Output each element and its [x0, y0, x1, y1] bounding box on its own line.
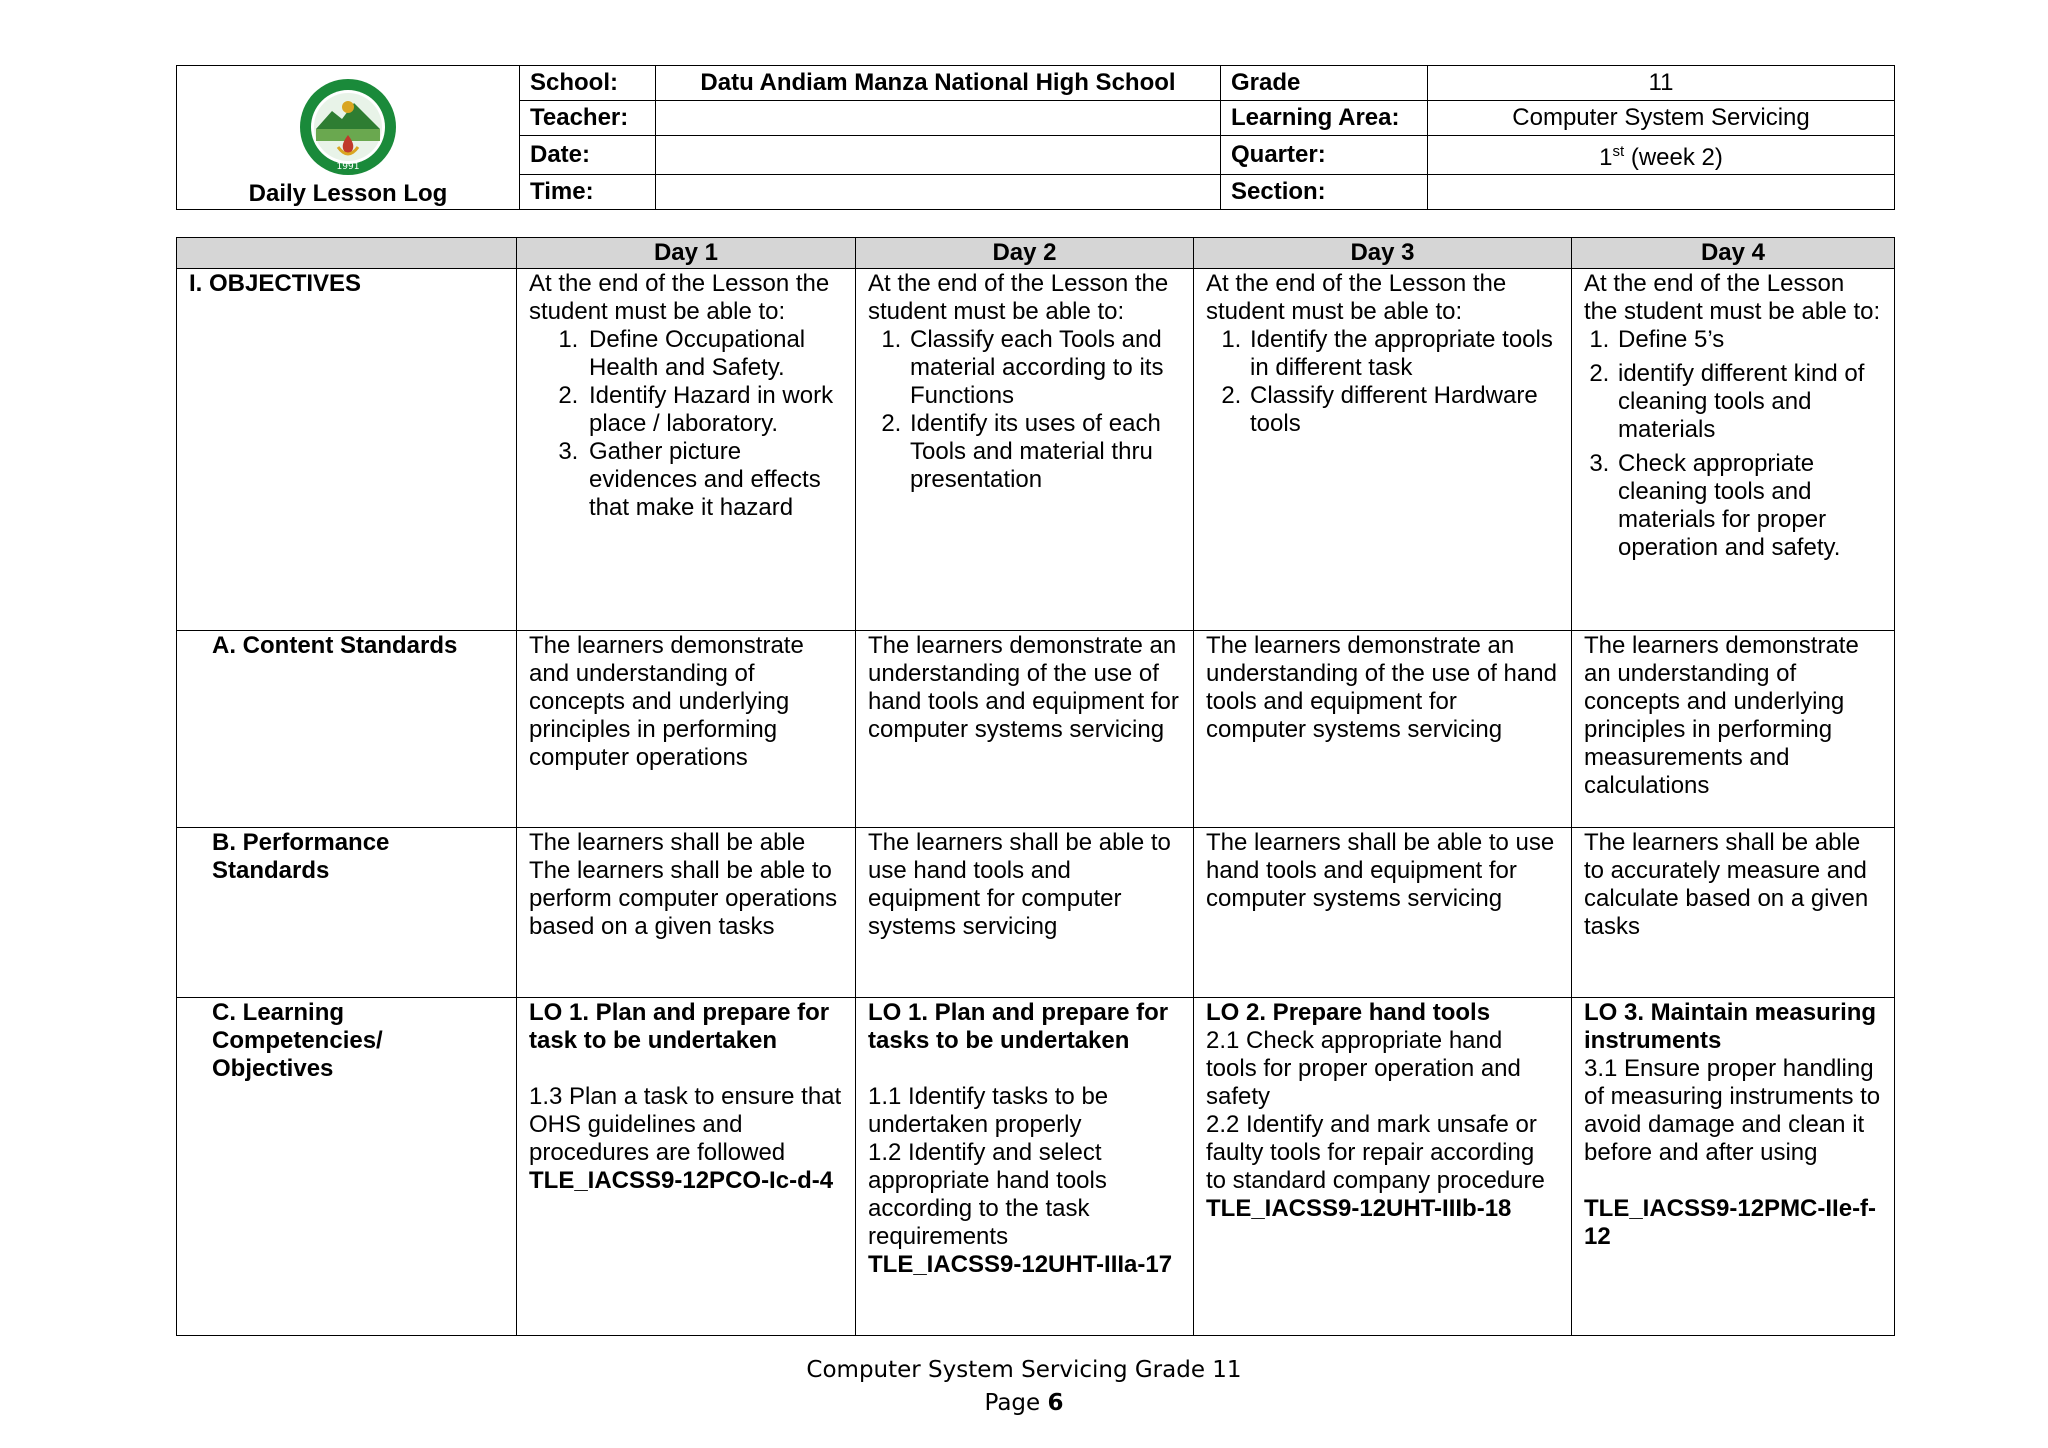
competencies-day2-body1: 1.1 Identify tasks to be undertaken properly: [868, 1083, 1109, 1138]
teacher-label: Teacher:: [520, 101, 656, 136]
footer-title: Computer System Servicing Grade 11: [806, 1357, 1242, 1383]
competencies-day1: [517, 998, 856, 1336]
list-item: 2. Identify Hazard in work place / laboratory.: [585, 382, 843, 438]
performance-standards-day3: The learners shall be able to use hand tools and equipment for computer systems servicing: [1194, 828, 1572, 998]
page-number: 6: [1047, 1390, 1064, 1416]
section-label: Section:: [1221, 175, 1428, 210]
objectives-day4-list: [1584, 326, 1882, 562]
objectives-day2-intro: At the end of the Lesson the student must be able to:: [868, 270, 1169, 325]
competencies-day2: [856, 998, 1194, 1336]
competencies-day2-code: TLE_IACSS9-12UHT-IIIa-17: [868, 1251, 1173, 1278]
competencies-day4-body: 3.1 Ensure proper handling of measuring instruments to avoid damage and clean it before and after using: [1584, 1055, 1881, 1166]
page-footer: [0, 1354, 2048, 1420]
quarter-value: [1428, 136, 1895, 175]
objectives-day1-list: [529, 326, 843, 522]
competencies-day2-heading: LO 1. Plan and prepare for tasks to be undertaken: [868, 999, 1169, 1054]
objectives-day3-list: [1206, 326, 1559, 438]
page-label: Page: [984, 1390, 1048, 1416]
quarter-label: Quarter:: [1221, 136, 1428, 175]
competencies-day2-body2: 1.2 Identify and select appropriate hand tools according to the task requirements: [868, 1139, 1107, 1250]
column-header-day3: Day 3: [1194, 238, 1572, 269]
quarter-number: 1: [1599, 144, 1613, 171]
time-label: Time:: [520, 175, 656, 210]
list-item: 1. Define Occupational Health and Safety.: [585, 326, 843, 382]
competencies-day1-body: 1.3 Plan a task to ensure that OHS guidelines and procedures are followed: [529, 1083, 842, 1166]
column-header-blank: [177, 238, 517, 269]
list-item: 3. Gather picture evidences and effects that make it hazard: [585, 438, 843, 522]
header-info-table: [176, 65, 1895, 210]
learning-area-label: Learning Area:: [1221, 101, 1428, 136]
logo-cell: [177, 66, 520, 210]
competencies-row: [177, 998, 1895, 1336]
competencies-day3-body1: 2.1 Check appropriate hand tools for proper operation and safety: [1206, 1027, 1521, 1110]
date-label: Date:: [520, 136, 656, 175]
content-standards-label: A. Content Standards: [177, 631, 517, 828]
objectives-day3: [1194, 269, 1572, 631]
objectives-day4: [1572, 269, 1895, 631]
list-item: 1. Define 5’s: [1616, 326, 1882, 354]
competencies-day1-heading: LO 1. Plan and prepare for task to be undertaken: [529, 999, 830, 1054]
list-item: 1. Identify the appropriate tools in different task: [1248, 326, 1559, 382]
list-item: 2. Identify its uses of each Tools and material thru presentation: [908, 410, 1181, 494]
objectives-day2-list: [868, 326, 1181, 494]
day-header-row: [177, 238, 1895, 269]
content-standards-day3: The learners demonstrate an understanding of the use of hand tools and equipment for computer systems servicing: [1194, 631, 1572, 828]
list-item: 2. identify different kind of cleaning tools and materials: [1616, 360, 1882, 444]
performance-standards-day1: The learners shall be able The learners shall be able to perform computer operations based on a given tasks: [517, 828, 856, 998]
competencies-day4-heading: LO 3. Maintain measuring instruments: [1584, 999, 1877, 1054]
competencies-day3-code: TLE_IACSS9-12UHT-IIIb-18: [1206, 1195, 1512, 1222]
grade-label: Grade: [1221, 66, 1428, 101]
content-standards-day1: The learners demonstrate and understanding of concepts and underlying principles in performing computer operations: [517, 631, 856, 828]
daily-lesson-log-title: Daily Lesson Log: [248, 180, 448, 207]
footer-page: [0, 1387, 2048, 1420]
competencies-day4: [1572, 998, 1895, 1336]
column-header-day1: Day 1: [517, 238, 856, 269]
performance-standards-day2: The learners shall be able to use hand tools and equipment for computer systems servicing: [856, 828, 1194, 998]
list-item: 3. Check appropriate cleaning tools and materials for proper operation and safety.: [1616, 450, 1882, 562]
competencies-day1-code: TLE_IACSS9-12PCO-Ic-d-4: [529, 1167, 834, 1194]
objectives-day2: [856, 269, 1194, 631]
column-header-day4: Day 4: [1572, 238, 1895, 269]
school-value: Datu Andiam Manza National High School: [656, 66, 1221, 101]
objectives-day1-intro: At the end of the Lesson the student must be able to:: [529, 270, 830, 325]
competencies-day4-code: TLE_IACSS9-12PMC-IIe-f-12: [1584, 1195, 1877, 1250]
quarter-ordinal: st: [1612, 143, 1625, 160]
learning-area-value: Computer System Servicing: [1428, 101, 1895, 136]
grade-value: 11: [1428, 66, 1895, 101]
objectives-day1: [517, 269, 856, 631]
performance-standards-label: B. Performance Standards: [177, 828, 517, 998]
content-standards-day2: The learners demonstrate an understanding of the use of hand tools and equipment for computer systems servicing: [856, 631, 1194, 828]
school-label: School:: [520, 66, 656, 101]
competencies-day3-body2: 2.2 Identify and mark unsafe or faulty tools for repair according to standard company procedure: [1206, 1111, 1545, 1194]
list-item: 2. Classify different Hardware tools: [1248, 382, 1559, 438]
competencies-day3-heading: LO 2. Prepare hand tools: [1206, 999, 1491, 1026]
content-standards-day4: The learners demonstrate an understanding of concepts and underlying principles in performing measurements and calculations: [1572, 631, 1895, 828]
lesson-log-table: [176, 237, 1895, 1336]
performance-standards-row: [177, 828, 1895, 998]
column-header-day2: Day 2: [856, 238, 1194, 269]
date-value: [656, 136, 1221, 175]
performance-standards-day4: The learners shall be able to accurately measure and calculate based on a given tasks: [1572, 828, 1895, 998]
content-standards-row: [177, 631, 1895, 828]
quarter-week: (week 2): [1624, 144, 1723, 171]
school-seal-icon: [298, 77, 398, 177]
objectives-row: [177, 269, 1895, 631]
seal-year: 1991: [336, 162, 360, 172]
competencies-day3: [1194, 998, 1572, 1336]
section-value: [1428, 175, 1895, 210]
objectives-day4-intro: At the end of the Lesson the student must be able to:: [1584, 270, 1881, 325]
competencies-label: C. Learning Competencies/ Objectives: [177, 998, 517, 1336]
teacher-value: [656, 101, 1221, 136]
objectives-label: I. OBJECTIVES: [177, 269, 517, 631]
objectives-day3-intro: At the end of the Lesson the student must be able to:: [1206, 270, 1507, 325]
list-item: 1. Classify each Tools and material according to its Functions: [908, 326, 1181, 410]
time-value: [656, 175, 1221, 210]
